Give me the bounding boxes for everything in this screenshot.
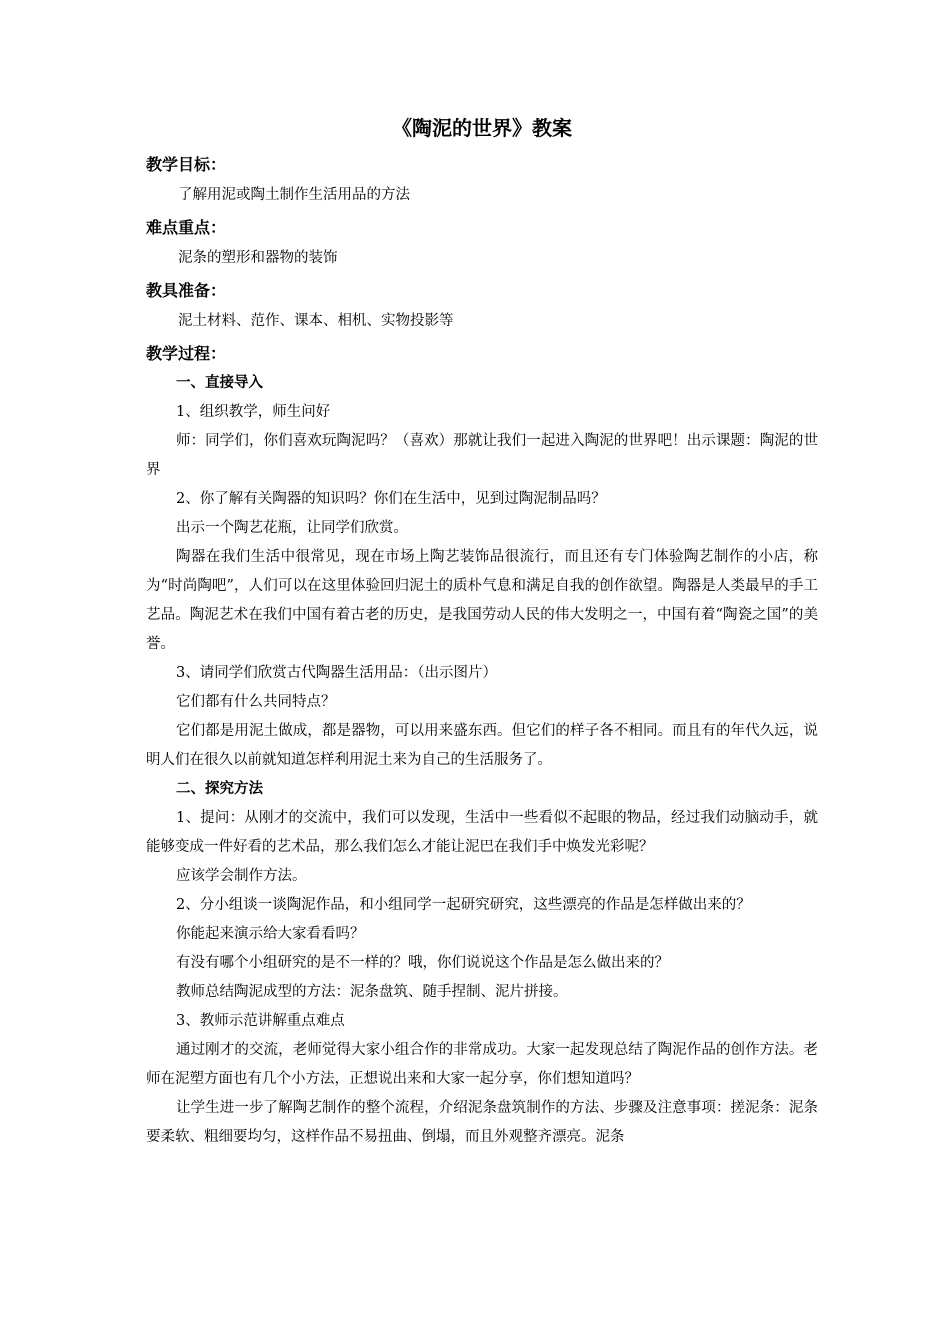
paragraph: 2、你了解有关陶器的知识吗？你们在生活中，见到过陶泥制品吗？ (176, 491, 606, 507)
paragraph: 它们都是用泥土做成，都是器物，可以用来盛东西。但它们的样子各不相同。而且有的年代久远，说明人们在很久以前就知道怎样利用泥土来为自己的生活服务了。 (146, 723, 818, 768)
paragraph: 1、提问：从刚才的交流中，我们可以发现，生活中一些看似不起眼的物品，经过我们动脑动手，就能够变成一件好看的艺术品，那么我们怎么才能让泥巴在我们手中焕发光彩呢？ (146, 810, 818, 855)
key-points-text: 泥条的塑形和器物的装饰 (178, 250, 338, 266)
process-heading: 教学过程： (146, 344, 227, 363)
paragraph: 让学生进一步了解陶艺制作的整个流程，介绍泥条盘筑制作的方法、步骤及注意事项：搓泥条：泥条要柔软、粗细要均匀，这样作品不易扭曲、倒塌，而且外观整齐漂亮。泥条 (146, 1100, 818, 1145)
paragraph: 1、组织教学，师生问好 (176, 404, 331, 420)
part2-heading: 二、探究方法 (176, 781, 263, 797)
key-points-heading: 难点重点： (146, 218, 227, 237)
document-page (146, 108, 818, 1152)
paragraph: 教师总结陶泥成型的方法：泥条盘筑、随手捏制、泥片拼接。 (176, 984, 568, 1000)
paragraph: 出示一个陶艺花瓶，让同学们欣赏。 (176, 520, 408, 536)
paragraph: 2、分小组谈一谈陶泥作品，和小组同学一起研究研究，这些漂亮的作品是怎样做出来的？ (176, 897, 751, 913)
goal-text: 了解用泥或陶土制作生活用品的方法 (178, 187, 410, 203)
part1-heading: 一、直接导入 (176, 375, 263, 391)
paragraph: 陶器在我们生活中很常见，现在市场上陶艺装饰品很流行，而且还有专门体验陶艺制作的小店，称为“时尚陶吧”，人们可以在这里体验回归泥土的质朴气息和满足自我的创作欲望。陶器是人类最早的手工艺品。陶泥艺术在我们中国有着古老的历史，是我国劳动人民的伟大发明之一，中国有着“陶瓷之国”的美誉。 (146, 549, 818, 652)
paragraph: 你能起来演示给大家看看吗？ (176, 926, 365, 942)
paragraph: 通过刚才的交流，老师觉得大家小组合作的非常成功。大家一起发现总结了陶泥作品的创作方法。老师在泥塑方面也有几个小方法，正想说出来和大家一起分享，你们想知道吗？ (146, 1042, 818, 1087)
paragraph: 它们都有什么共同特点？ (176, 694, 336, 710)
materials-heading: 教具准备： (146, 281, 227, 300)
document-title: 《陶泥的世界》教案 (392, 116, 572, 140)
paragraph: 有没有哪个小组研究的是不一样的？哦，你们说说这个作品是怎么做出来的？ (176, 955, 669, 971)
paragraph: 应该学会制作方法。 (176, 868, 307, 884)
paragraph: 3、教师示范讲解重点难点 (176, 1013, 345, 1029)
goal-heading: 教学目标： (146, 155, 227, 174)
paragraph: 3、请同学们欣赏古代陶器生活用品：（出示图片） (176, 665, 497, 681)
paragraph: 师：同学们，你们喜欢玩陶泥吗？（喜欢）那就让我们一起进入陶泥的世界吧！出示课题：陶泥的世界 (146, 433, 818, 478)
materials-text: 泥土材料、范作、课本、相机、实物投影等 (178, 313, 454, 329)
